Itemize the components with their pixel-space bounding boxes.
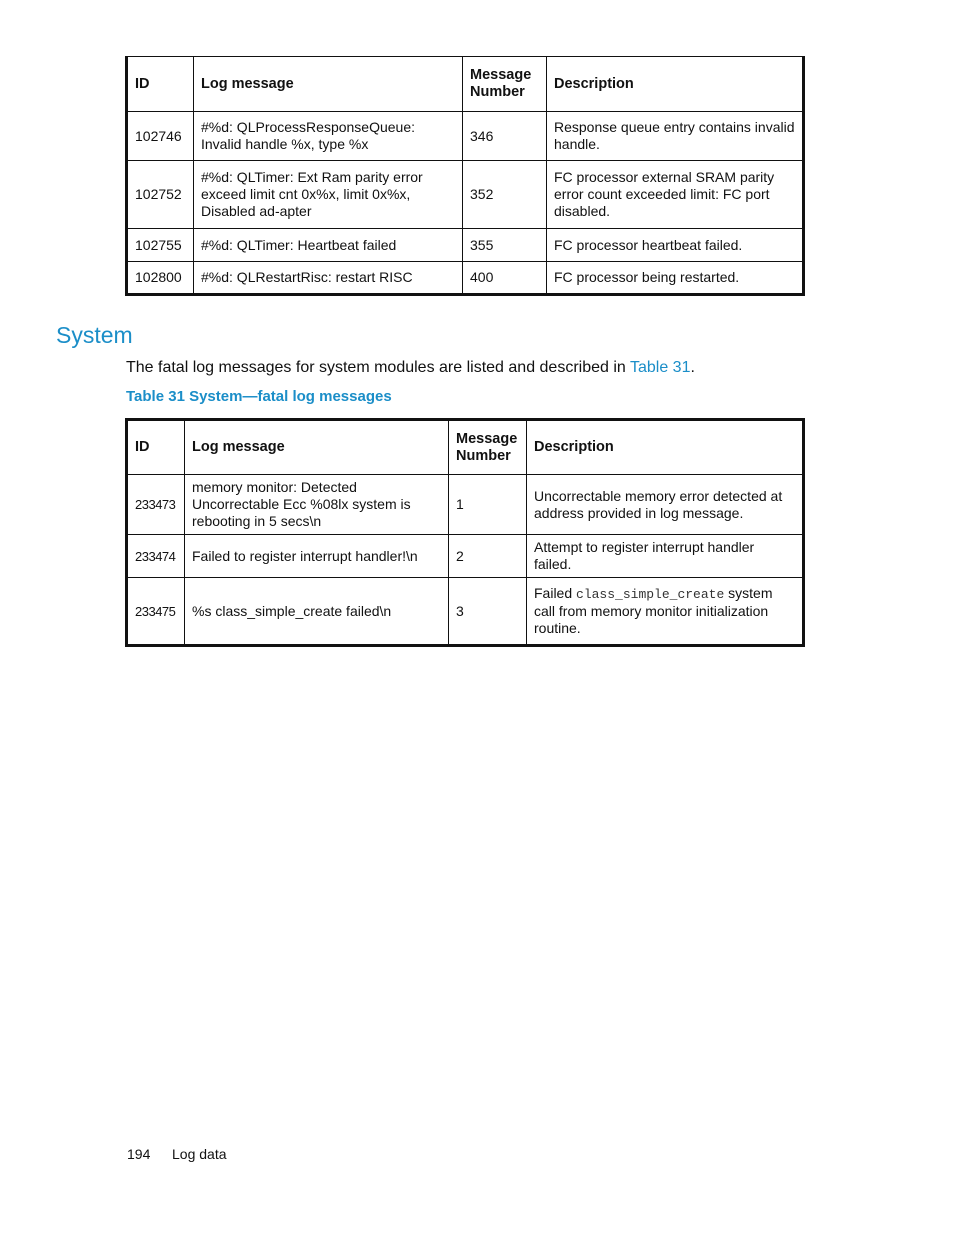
cell-log-message: Failed to register interrupt handler!\n bbox=[185, 535, 449, 578]
log-table-continued bbox=[125, 56, 805, 296]
table-row bbox=[127, 161, 804, 229]
cell-message-number: 355 bbox=[463, 229, 547, 262]
section-title: System bbox=[56, 322, 133, 348]
intro-text: The fatal log messages for system modules are listed and described in bbox=[126, 359, 630, 376]
table-row bbox=[127, 475, 804, 535]
col-header-description: Description bbox=[547, 57, 804, 112]
cell-id: 102800 bbox=[127, 262, 194, 295]
cell-log-message: #%d: QLProcessResponseQueue: Invalid handle %x, type %x bbox=[194, 112, 463, 161]
desc-text: Failed bbox=[534, 585, 577, 601]
table-31-link[interactable]: Table 31 bbox=[629, 359, 691, 376]
table-row bbox=[127, 535, 804, 578]
cell-log-message: memory monitor: Detected Uncorrectable Ecc %08lx system is rebooting in 5 secs\n bbox=[185, 475, 449, 535]
table-row bbox=[127, 262, 804, 295]
cell-description bbox=[527, 578, 804, 646]
cell-description: Response queue entry contains invalid handle. bbox=[547, 112, 804, 161]
col-header-message-number: Message Number bbox=[463, 57, 547, 112]
cell-description: Attempt to register interrupt handler failed. bbox=[527, 535, 804, 578]
cell-message-number: 346 bbox=[463, 112, 547, 161]
cell-log-message: #%d: QLRestartRisc: restart RISC bbox=[194, 262, 463, 295]
cell-log-message: #%d: QLTimer: Heartbeat failed bbox=[194, 229, 463, 262]
table-caption: Table 31 System—fatal log messages bbox=[126, 388, 392, 405]
col-header-id: ID bbox=[127, 420, 185, 475]
code-function-name: class_simple_create bbox=[576, 587, 725, 602]
footer-section-title: Log data bbox=[172, 1146, 227, 1162]
col-header-message-number: Message Number bbox=[449, 420, 527, 475]
intro-end: . bbox=[690, 359, 695, 376]
col-header-log-message: Log message bbox=[185, 420, 449, 475]
cell-message-number: 1 bbox=[449, 475, 527, 535]
cell-log-message: %s class_simple_create failed\n bbox=[185, 578, 449, 646]
cell-log-message: #%d: QLTimer: Ext Ram parity error exceed limit cnt 0x%x, limit 0x%x, Disabled ad-apter bbox=[194, 161, 463, 229]
cell-id: 102755 bbox=[127, 229, 194, 262]
page-number: 194 bbox=[127, 1146, 151, 1162]
cell-description: FC processor external SRAM parity error count exceeded limit: FC port disabled. bbox=[547, 161, 804, 229]
desc-text: system call from memory monitor initialization routine. bbox=[534, 585, 773, 636]
intro-paragraph bbox=[126, 359, 695, 377]
table-row bbox=[127, 578, 804, 646]
cell-description: Uncorrectable memory error detected at address provided in log message. bbox=[527, 475, 804, 535]
system-fatal-log-table bbox=[125, 418, 805, 647]
cell-id: 102752 bbox=[127, 161, 194, 229]
cell-message-number: 2 bbox=[449, 535, 527, 578]
cell-id: 233473 bbox=[127, 475, 185, 535]
cell-id: 233474 bbox=[127, 535, 185, 578]
cell-message-number: 3 bbox=[449, 578, 527, 646]
col-header-log-message: Log message bbox=[194, 57, 463, 112]
cell-description: FC processor being restarted. bbox=[547, 262, 804, 295]
col-header-description: Description bbox=[527, 420, 804, 475]
col-header-id: ID bbox=[127, 57, 194, 112]
cell-message-number: 352 bbox=[463, 161, 547, 229]
cell-id: 233475 bbox=[127, 578, 185, 646]
cell-message-number: 400 bbox=[463, 262, 547, 295]
table-row bbox=[127, 112, 804, 161]
cell-description: FC processor heartbeat failed. bbox=[547, 229, 804, 262]
cell-id: 102746 bbox=[127, 112, 194, 161]
table-row bbox=[127, 229, 804, 262]
